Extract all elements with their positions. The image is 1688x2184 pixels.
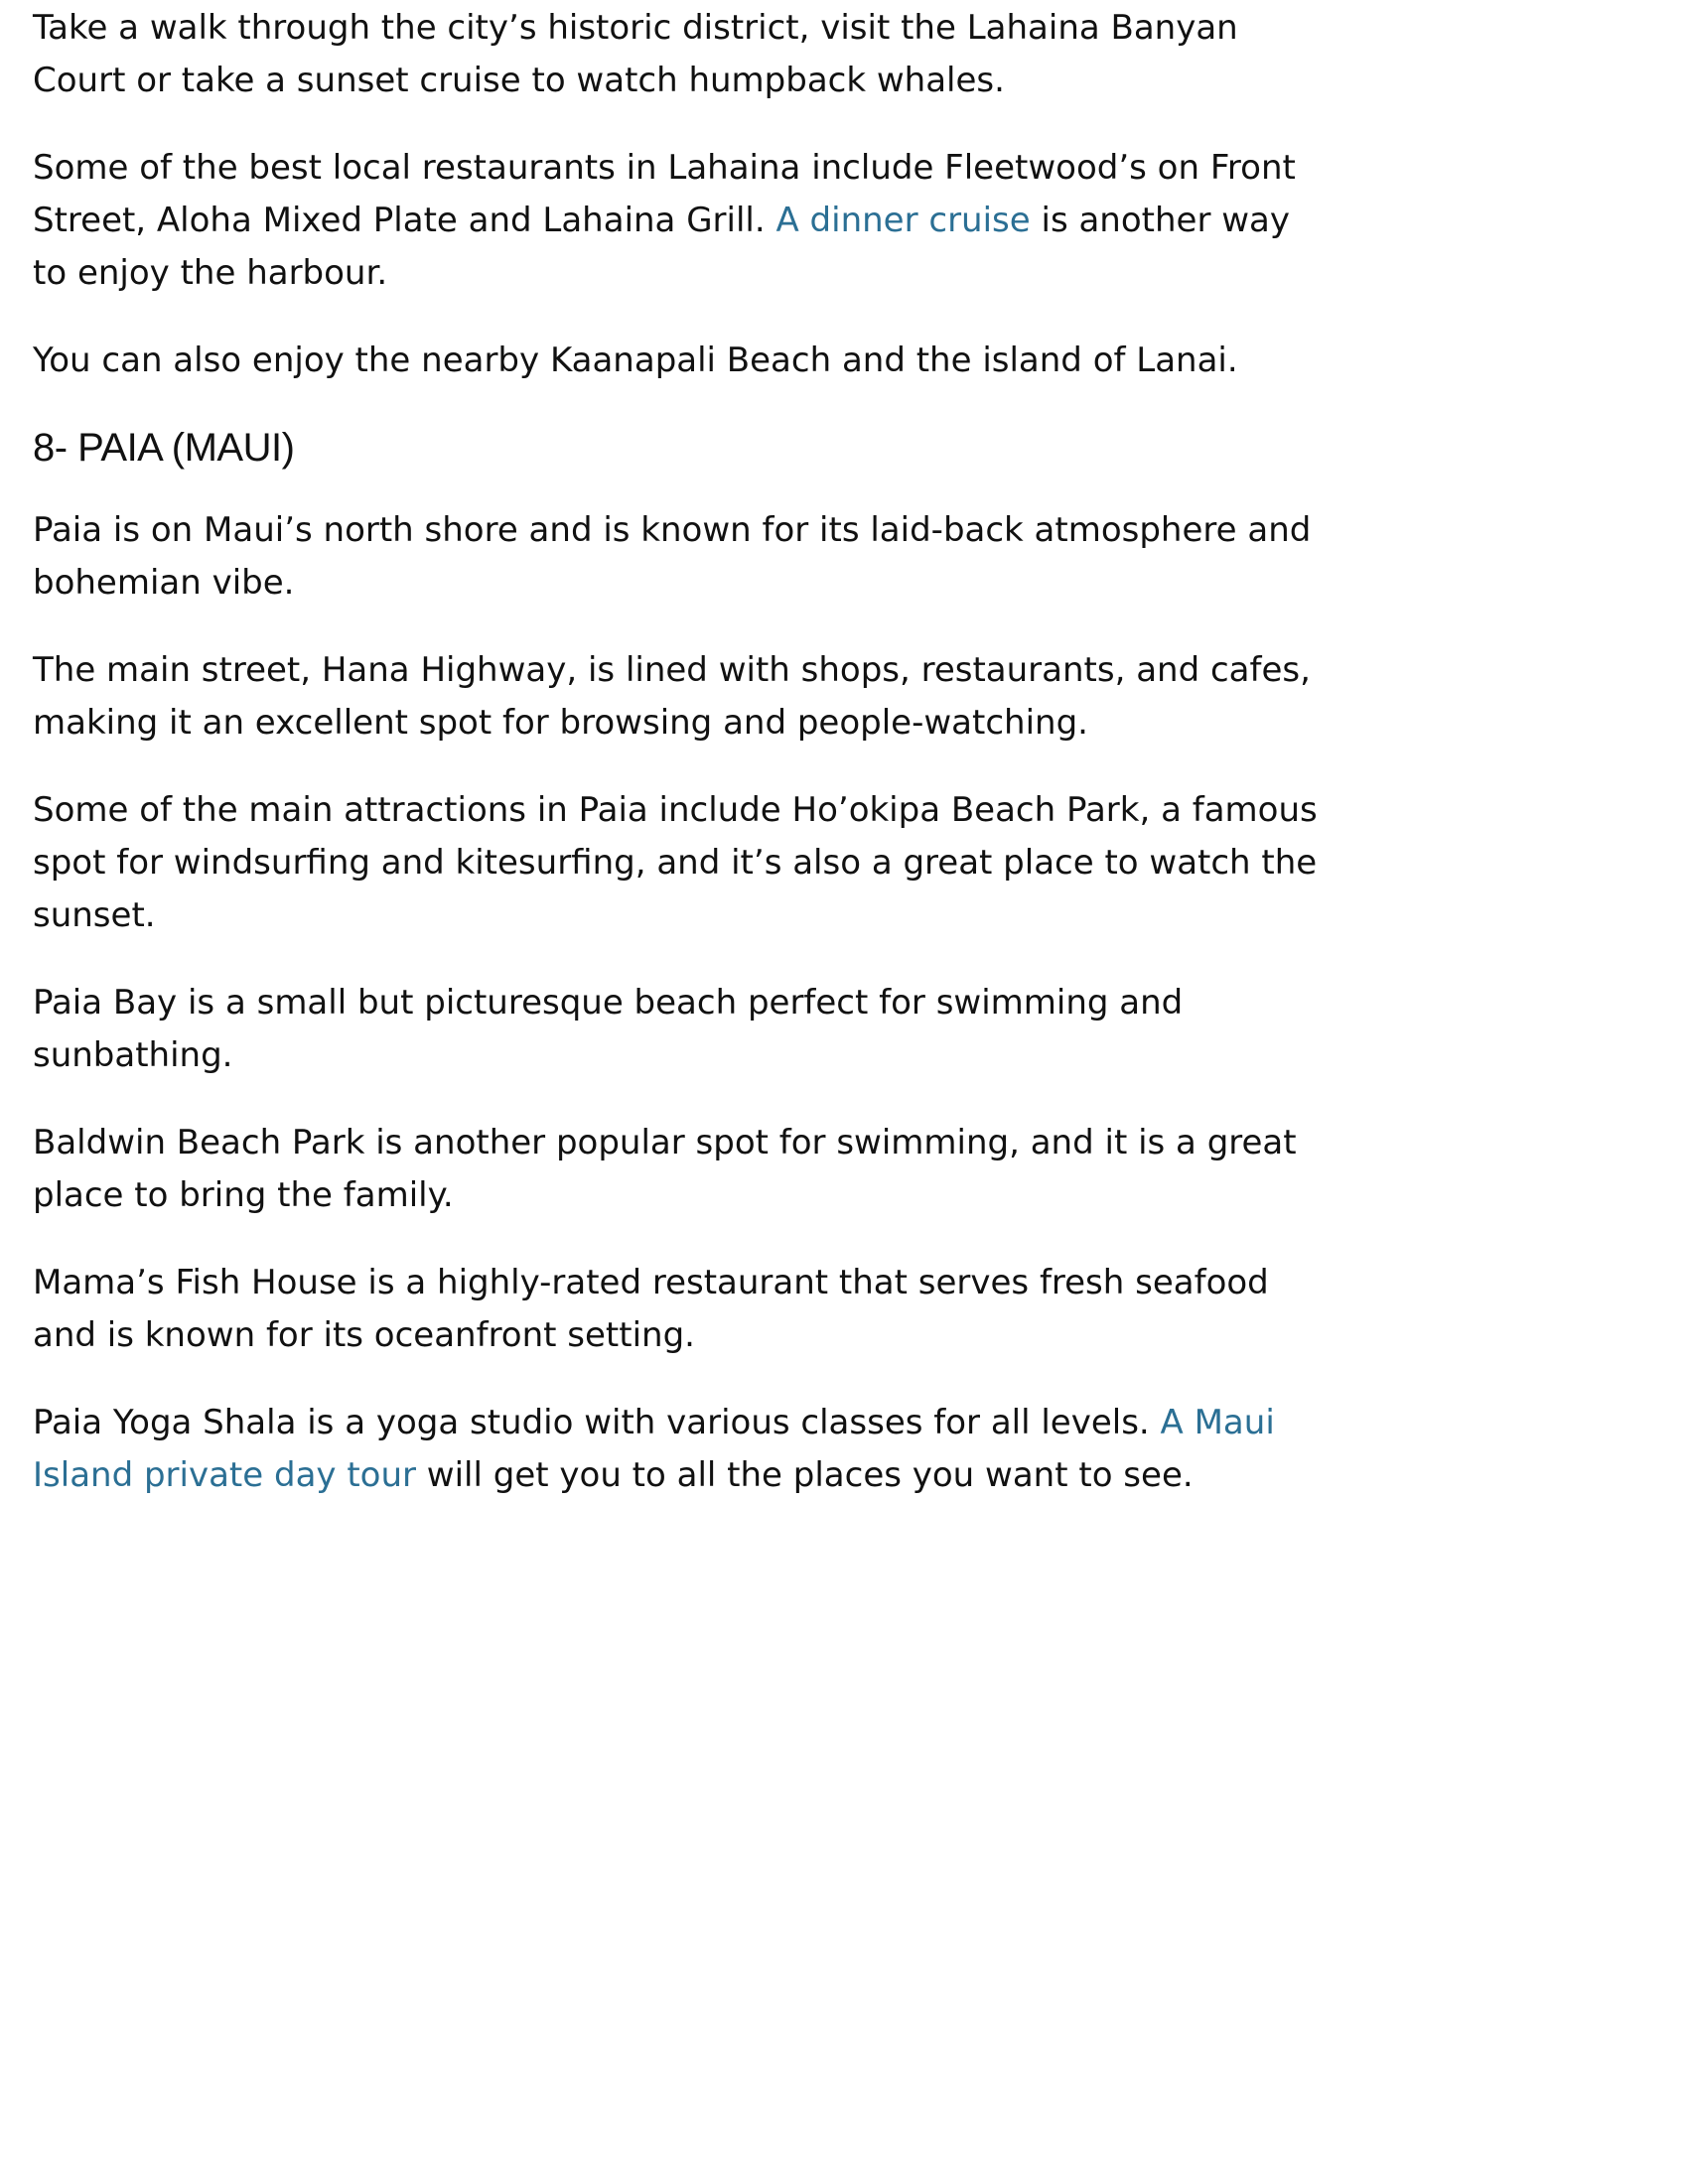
paragraph-baldwin-beach: Baldwin Beach Park is another popular spot for swimming, and it is a great place to bring the family. <box>33 1123 1297 1215</box>
maui-private-tour-link[interactable]: A Maui Island private day tour <box>33 1403 1275 1495</box>
paragraph-lahaina-restaurants <box>33 142 1324 300</box>
dinner-cruise-link[interactable]: A dinner cruise <box>775 201 1031 240</box>
paragraph-text: is another way to enjoy the harbour. <box>33 201 1290 293</box>
paragraph-text: Some of the best local restaurants in Lahaina include Fleetwood’s on Front Street, Aloha Mixed Plate and Lahaina Grill. <box>33 148 1296 240</box>
paragraph-hookipa: Some of the main attractions in Paia include Ho’okipa Beach Park, a famous spot for windsurfing and kitesurfing, and it’s also a great place to watch the sunset. <box>33 790 1318 935</box>
paragraph-paia-yoga <box>33 1397 1324 1502</box>
section-heading-paia: 8- PAIA (MAUI) <box>33 426 295 470</box>
paragraph-text: Paia Yoga Shala is a yoga studio with various classes for all levels. <box>33 1403 1161 1442</box>
paragraph-text: will get you to all the places you want to see. <box>416 1455 1194 1495</box>
paragraph-hana-highway: The main street, Hana Highway, is lined with shops, restaurants, and cafes, making it an excellent spot for browsing and people-watching. <box>33 650 1311 743</box>
paragraph-paia-bay: Paia Bay is a small but picturesque beach perfect for swimming and sunbathing. <box>33 983 1184 1075</box>
paragraph-lahaina-walk: Take a walk through the city’s historic district, visit the Lahaina Banyan Court or take a sunset cruise to watch humpback whales. <box>33 8 1238 100</box>
article-body <box>33 0 1324 1537</box>
paragraph-paia-intro: Paia is on Maui’s north shore and is known for its laid-back atmosphere and bohemian vibe. <box>33 510 1312 603</box>
paragraph-kaanapali: You can also enjoy the nearby Kaanapali Beach and the island of Lanai. <box>33 341 1238 380</box>
paragraph-mamas-fish-house: Mama’s Fish House is a highly-rated restaurant that serves fresh seafood and is known for its oceanfront setting. <box>33 1263 1269 1355</box>
